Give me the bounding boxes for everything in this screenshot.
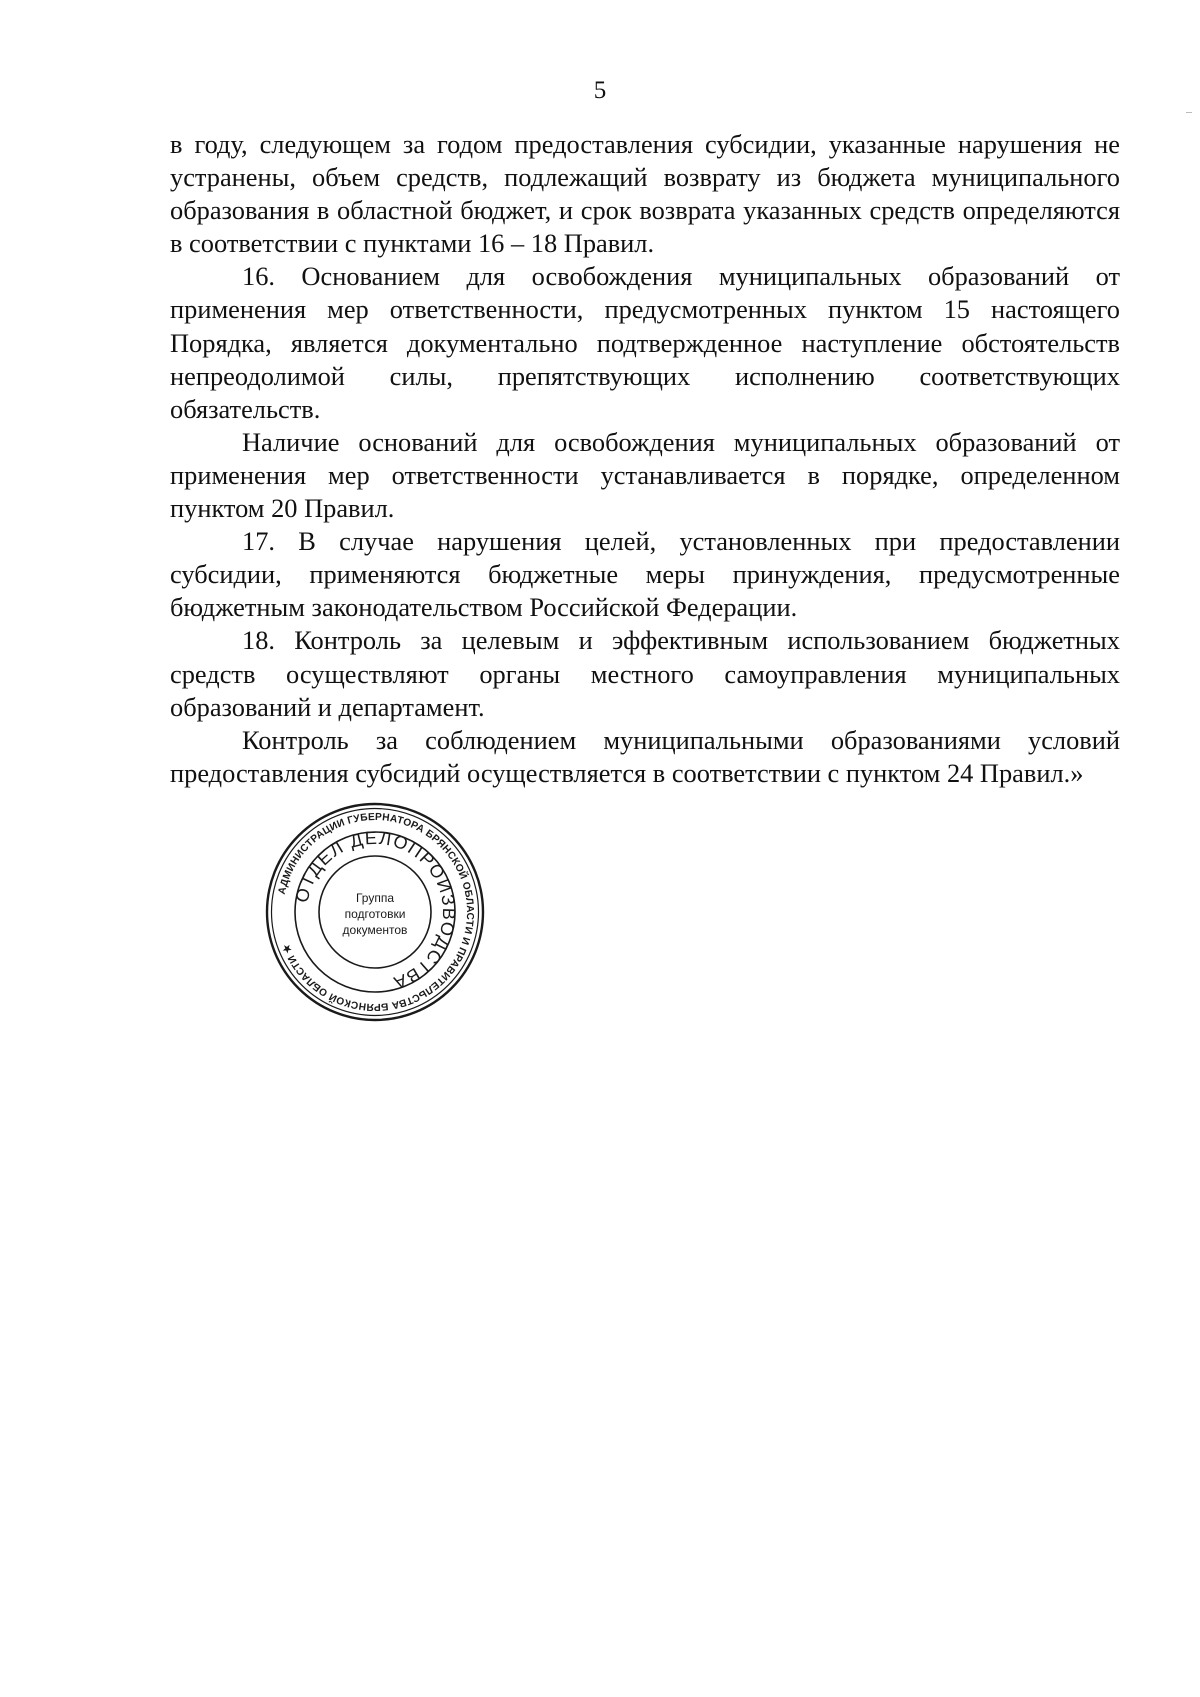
seal-outer-ring-text: АДМИНИСТРАЦИИ ГУБЕРНАТОРА БРЯНСКОЙ ОБЛАСТИ И ПРАВИТЕЛЬСТВА БРЯНСКОЙ ОБЛАСТИ ★ [276, 811, 476, 1013]
paragraph-continuation: в году, следующем за годом предоставления субсидии, указанные нарушения не устранены, объем средств, подлежащий возврату из бюджета муниципального образования в областной бюджет, и срок возврата указанных средств определяются в соответствии с пунктами 16 – 18 Правил. [170, 129, 1120, 259]
paragraph-exemption-grounds: Наличие оснований для освобождения муниципальных образований от применения мер ответственности устанавливается в порядке, определенном пунктом 20 Правил. [170, 426, 1120, 524]
paragraph-item-16: 16. Основанием для освобождения муниципальных образований от применения мер ответственности, предусмотренных пунктом 15 настоящего Порядка, является документально подтвержденное наступление обстоятельств непреодолимой силы, препятствующих исполнению соответствующих обязательств. [170, 261, 1120, 424]
paragraph-item-18: 18. Контроль за целевым и эффективным использованием бюджетных средств осуществляют органы местного самоуправления муниципальных образований и департамент. [170, 625, 1120, 722]
seal-center-line-1: Группа [355, 891, 395, 905]
scan-artifact [1186, 112, 1192, 113]
official-seal [264, 801, 486, 1023]
document-body [170, 128, 1120, 790]
paragraph-item-17: 17. В случае нарушения целей, установленных при предоставлении субсидии, применяются бюджетные меры принуждения, предусмотренные бюджетным законодательством Российской Федерации. [170, 526, 1120, 623]
seal-middle-ring-text: ОТДЕЛ ДЕЛОПРОИЗВОДСТВА [291, 827, 460, 994]
page-number: 5 [593, 77, 607, 104]
seal-graphic [264, 801, 486, 1023]
seal-center-line-3: документов [342, 923, 408, 937]
seal-center-line-2: подготовки [344, 907, 406, 921]
paragraph-compliance-control: Контроль за соблюдением муниципальными образованиями условий предоставления субсидий осуществляется в соответствии с пунктом 24 Правил.» [170, 724, 1120, 788]
